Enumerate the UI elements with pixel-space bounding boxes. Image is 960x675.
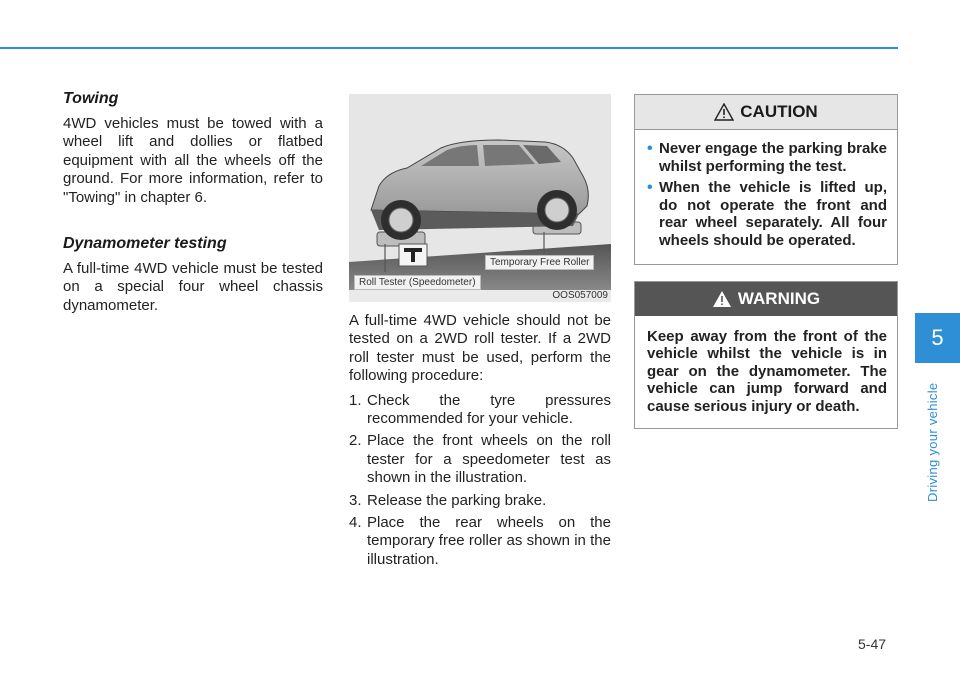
towing-text: 4WD vehicles must be towed with a wheel lift and dollies or flatbed equipment with all the wheels off the ground. For more information, refer to "Towing" in chapter 6. — [63, 115, 323, 206]
chapter-number-tab: 5 — [915, 313, 960, 363]
dynamometer-illustration — [349, 94, 611, 302]
column-left — [63, 90, 323, 315]
caution-body — [635, 130, 897, 264]
caution-triangle-icon — [714, 103, 734, 121]
dyno-heading: Dynamometer testing — [63, 235, 227, 253]
list-item: 2. Place the front wheels on the roll tester for a speedometer test as shown in the illustration. — [349, 432, 611, 487]
list-item: 3. Release the parking brake. — [349, 491, 547, 509]
warning-box — [634, 281, 898, 429]
caution-title: CAUTION — [740, 102, 818, 121]
page-number: 5-47 — [858, 636, 887, 652]
warning-triangle-icon — [712, 290, 732, 308]
header-rule — [0, 47, 898, 49]
bullet-icon: • — [647, 179, 653, 197]
towing-heading: Towing — [63, 90, 119, 107]
procedure-intro: A full-time 4WD vehicle should not be tested on a 2WD roll tester. If a 2WD roll tester must be used, perform the following procedure: — [349, 312, 611, 385]
list-item: 1. Check the tyre pressures recommended for your vehicle. — [349, 391, 611, 428]
label-roll-tester: Roll Tester (Speedometer) — [354, 275, 481, 290]
warning-title: WARNING — [737, 288, 821, 308]
warning-header — [635, 282, 897, 316]
warning-text: Keep away from the front of the vehicle whilst the vehicle is in gear on the dynamometer. The vehicle can jump forward and cause serious injury or death. — [647, 327, 887, 415]
procedure-steps — [349, 392, 611, 570]
caution-header — [635, 95, 897, 130]
figure-code: OOS057009 — [552, 290, 608, 301]
caution-box — [634, 94, 898, 265]
list-item: 4. Place the rear wheels on the temporary free roller as shown in the illustration. — [349, 514, 611, 568]
chapter-title-vertical — [923, 372, 943, 502]
car-on-dynamometer-image — [349, 94, 611, 302]
chapter-title-text: Driving your vehicle — [925, 382, 940, 502]
label-temporary-free-roller: Temporary Free Roller — [485, 255, 594, 270]
list-item: • When the vehicle is lifted up, do not operate the front and rear wheel separately. All four wheels should be operated. — [647, 179, 887, 249]
list-item: • Never engage the parking brake whilst performing the test. — [647, 140, 887, 175]
bullet-icon: • — [647, 140, 653, 157]
column-right — [634, 94, 898, 445]
warning-body — [635, 316, 897, 428]
dyno-text: A full-time 4WD vehicle must be tested on a special four wheel chassis dynamometer. — [63, 260, 323, 314]
column-middle — [349, 90, 611, 573]
